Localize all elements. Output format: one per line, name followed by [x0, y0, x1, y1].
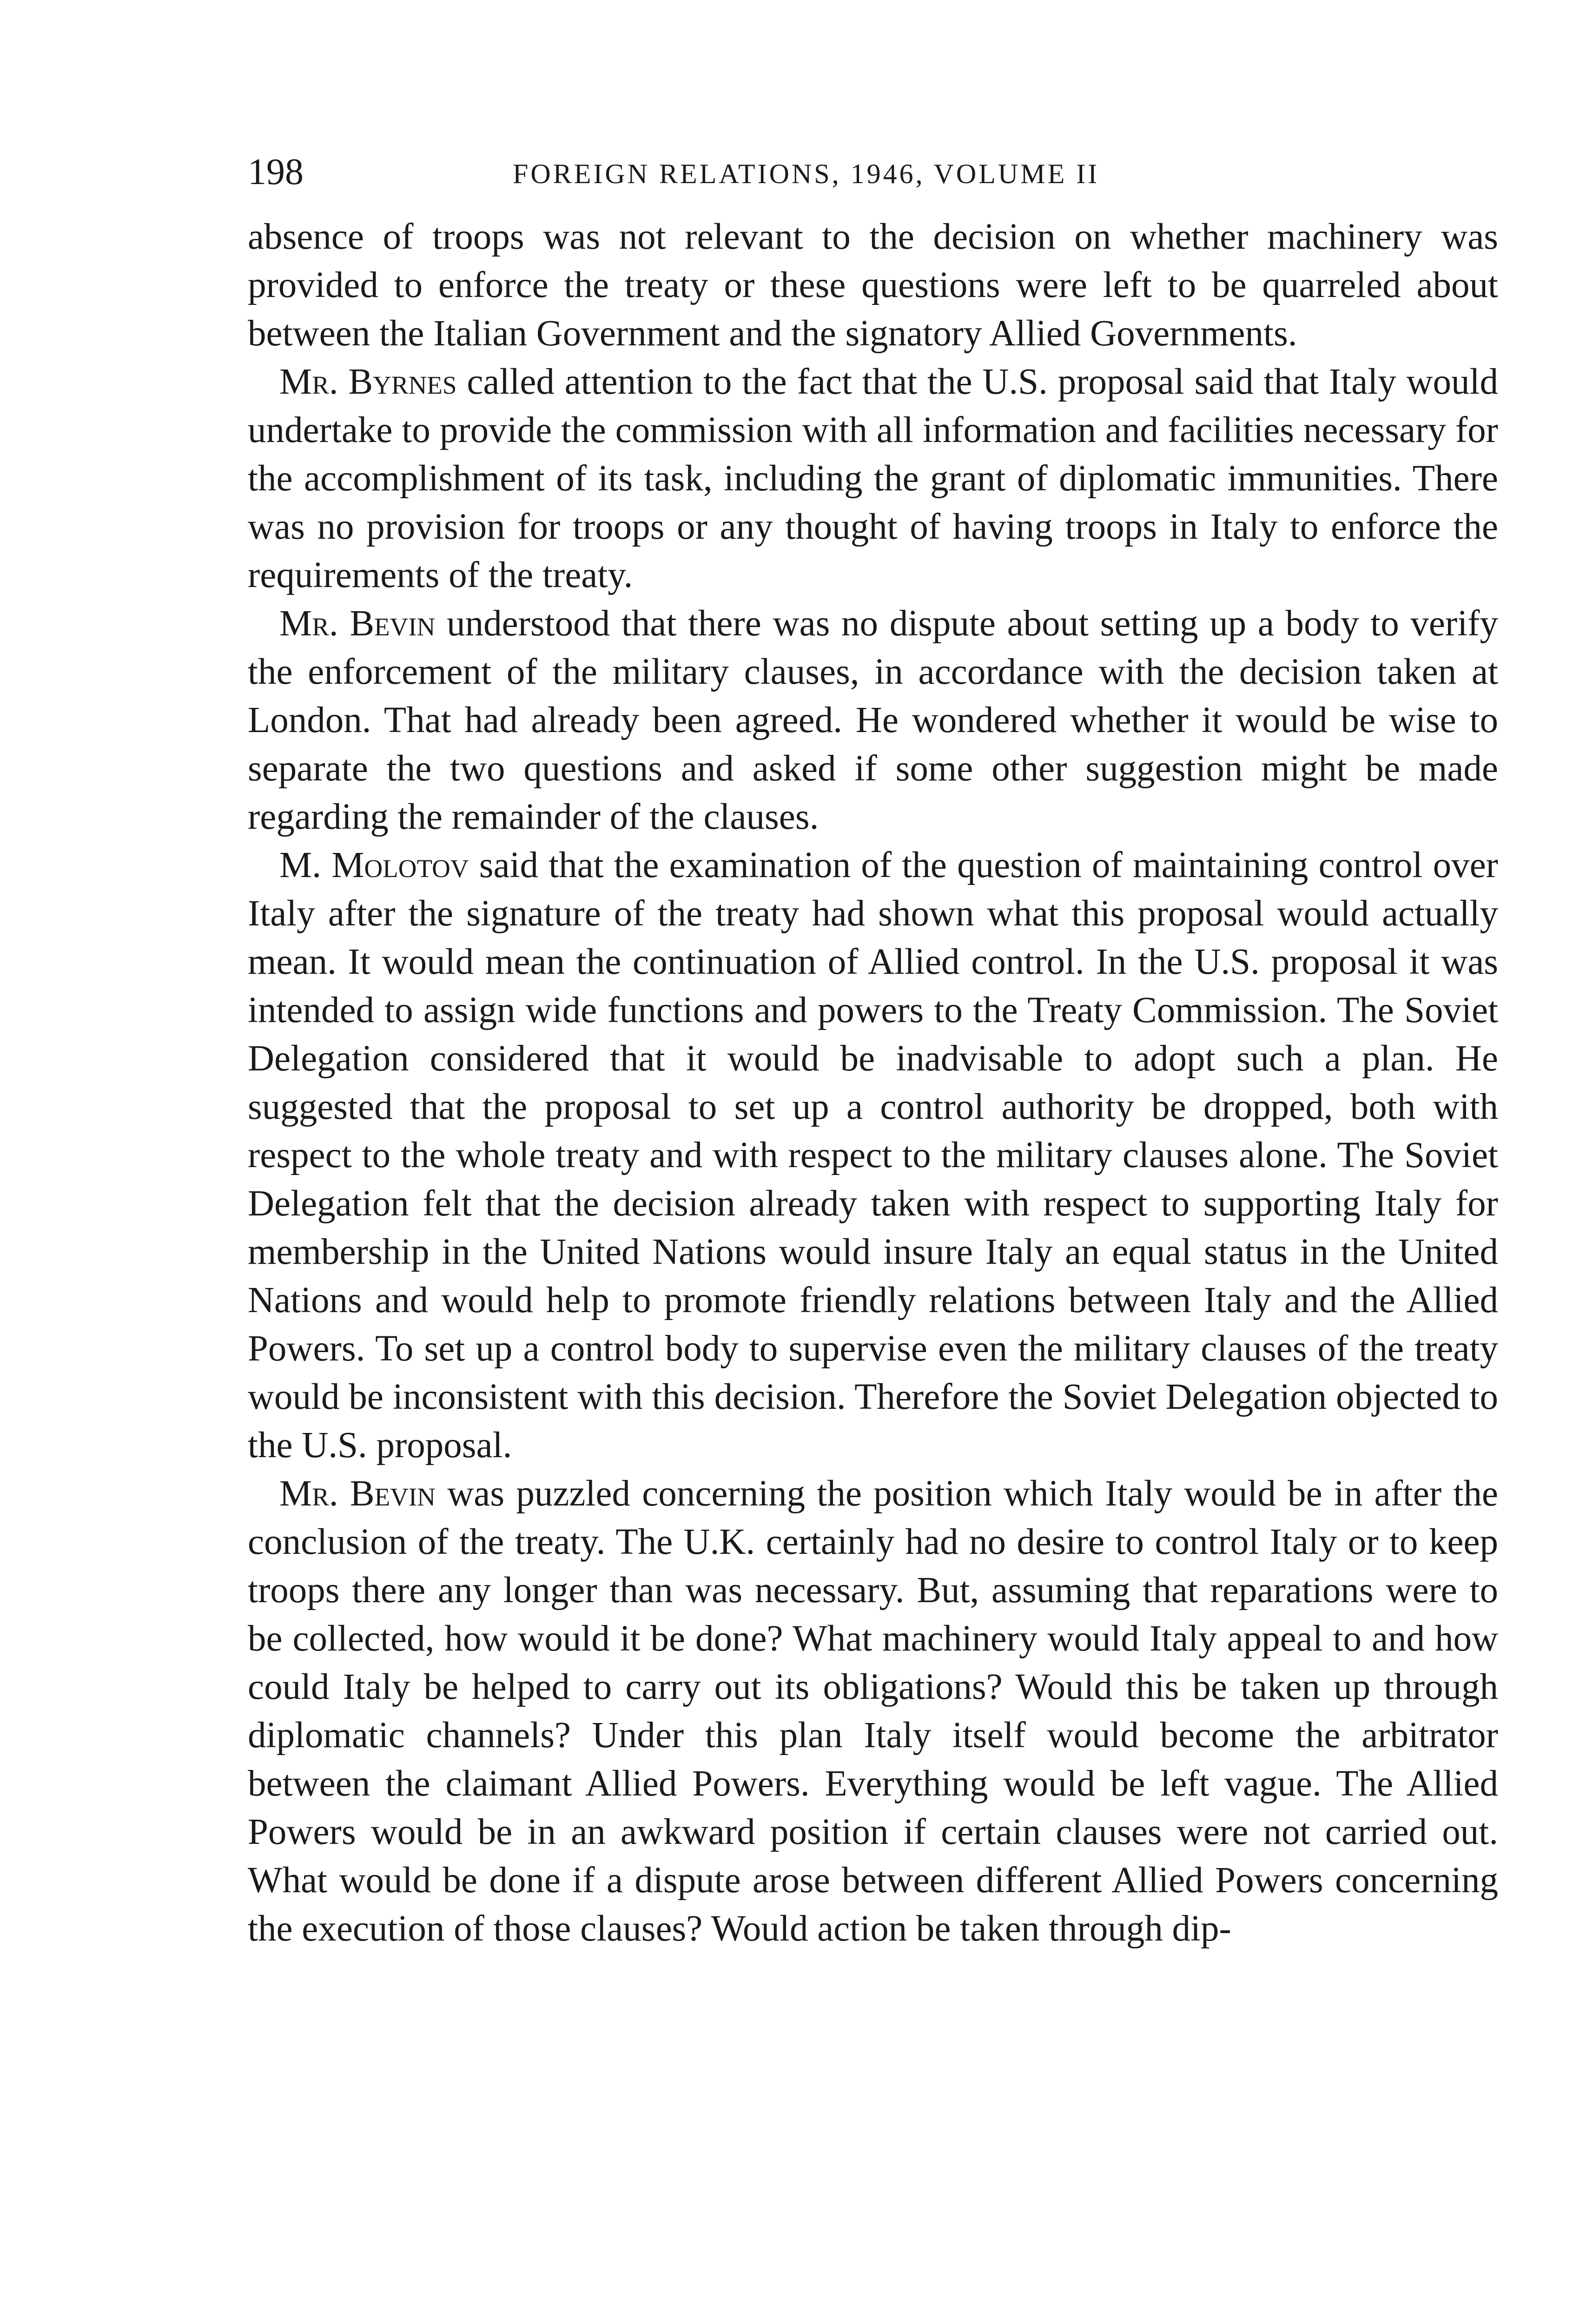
document-page: [248, 149, 1498, 1953]
paragraph-2: [248, 358, 1498, 600]
paragraph-3: [248, 600, 1498, 841]
paragraph-text: absence of troops was not relevant to the decision on whether machinery was provided to enforce the treaty or these questions were left to be quarreled about between the Italian Government and the signatory Allied Governments.: [248, 217, 1498, 354]
running-title: FOREIGN RELATIONS, 1946, VOLUME II: [513, 158, 1100, 189]
paragraph-text: understood that there was no dispute about setting up a body to verify the enforcement of the military clauses, in accordance with the decision taken at London. That had already been agreed. He wondered whether it would be wise to separate the two questions and asked if some other suggestion might be made regarding the remainder of the clauses.: [248, 603, 1498, 837]
paragraph-1: [248, 213, 1498, 358]
page-number: 198: [248, 152, 304, 192]
paragraph-text: called attention to the fact that the U.S. proposal said that Italy would undertake to provide the commission with all information and facilities necessary for the accomplishment of its task, including the grant of diplomatic immunities. There was no provision for troops or any thought of having troops in Italy to enforce the requirements of the treaty.: [248, 362, 1498, 595]
paragraph-text: was puzzled concerning the position which Italy would be in after the conclusion of the treaty. The U.K. certainly had no desire to control Italy or to keep troops there any longer than was necessary. But, assuming that reparations were to be collected, how would it be done? What machinery would Italy appeal to and how could Italy be helped to carry out its obligations? Would this be taken up through diplomatic channels? Under this plan Italy itself would become the arbitrator between the claimant Allied Powers. Everything would be left vague. The Allied Powers would be in an awkward position if certain clauses were not carried out. What would be done if a dispute arose between different Allied Powers concerning the execution of those clauses? Would action be taken through dip-: [248, 1473, 1498, 1949]
body-text: [248, 213, 1498, 1953]
speaker-name: Mr. Bevin: [279, 603, 436, 644]
running-header: [248, 149, 1498, 205]
paragraph-5: [248, 1470, 1498, 1953]
speaker-name: Mr. Bevin: [279, 1473, 436, 1514]
paragraph-4: [248, 841, 1498, 1470]
paragraph-text: said that the examination of the question of maintaining control over Italy after the signature of the treaty had shown what this proposal would actually mean. It would mean the continuation of Allied control. In the U.S. proposal it was intended to assign wide functions and powers to the Treaty Commission. The Soviet Delegation considered that it would be inadvisable to adopt such a plan. He suggested that the proposal to set up a control authority be dropped, both with respect to the whole treaty and with respect to the military clauses alone. The Soviet Delegation felt that the decision already taken with respect to supporting Italy for membership in the United Nations would insure Italy an equal status in the United Nations and would help to promote friendly relations between Italy and the Allied Powers. To set up a control body to supervise even the military clauses of the treaty would be inconsistent with this decision. Therefore the Soviet Delegation objected to the U.S. proposal.: [248, 845, 1498, 1466]
speaker-name: Mr. Byrnes: [279, 362, 457, 402]
speaker-name: M. Molotov: [279, 845, 469, 885]
